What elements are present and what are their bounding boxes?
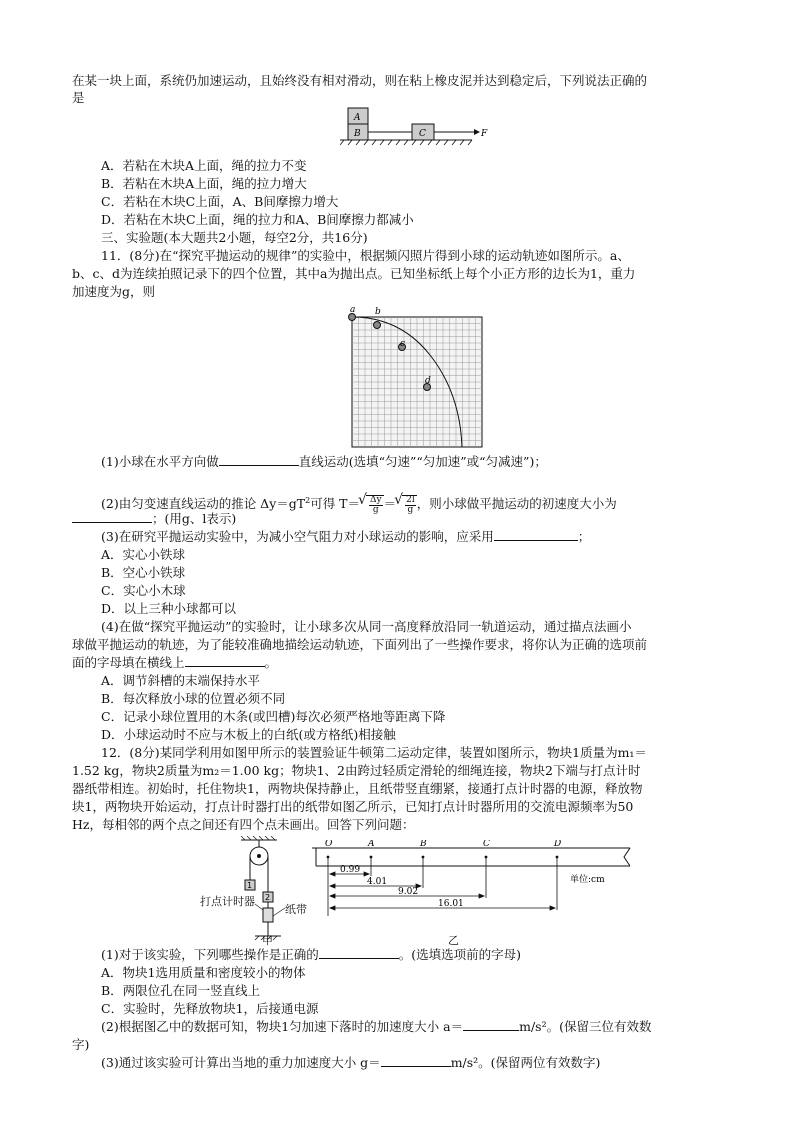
q11-p4-blank[interactable] <box>185 654 265 667</box>
q11-p2-mid: 可得 T＝ <box>310 496 361 512</box>
q11-p3-post: ； <box>577 529 591 544</box>
dist-oa: 0.99 <box>340 865 361 875</box>
q11-part-2-line2 <box>72 510 236 527</box>
q12-p1-option-b: B．两限位孔在同一竖直线上 <box>101 983 261 998</box>
label-d: d <box>425 376 431 386</box>
frac2-den: g <box>407 504 414 515</box>
tape-label: 纸带 <box>285 903 307 916</box>
sqrt-2 <box>402 495 417 515</box>
q11-part-1 <box>101 453 547 470</box>
q11-part-3 <box>101 528 590 545</box>
q12-p2-blank[interactable] <box>463 1018 519 1031</box>
intro-line-1: 在某一块上面，系统仍加速运动，且始终没有相对滑动，则在粘上橡皮泥并达到稳定后，下列说法正确的 <box>72 73 648 88</box>
q11-p1-text: (1)小球在水平方向做 <box>101 454 219 469</box>
q11-p3-option-d: D．以上三种小球都可以 <box>101 601 237 616</box>
label-f: F <box>481 129 488 139</box>
q12-stem-2: 1.52 kg，物块2质量为m₂＝1.00 kg；物块1、2由跨过轻质定滑轮的细绳连接，物块2下端与打点计时 <box>72 763 641 778</box>
q10-option-c: C．若粘在木块C上面，A、B间摩擦力增大 <box>101 194 339 209</box>
point-b <box>374 322 381 329</box>
point-c: C <box>483 840 490 849</box>
label-c: c <box>400 339 406 349</box>
label-b: b <box>375 307 381 317</box>
q12-p3-text: (3)通过该实验可计算出当地的重力加速度大小 g＝ <box>101 1055 381 1070</box>
q11-p4-post: 。 <box>264 655 278 670</box>
q11-p4-option-b: B．每次释放小球的位置必须不同 <box>101 691 286 706</box>
q12-p1-option-c: C．实验时，先释放物块1，后接通电源 <box>101 1001 319 1016</box>
dist-od: 16.01 <box>438 899 464 909</box>
q12-p1-option-a: A．物块1选用质量和密度较小的物体 <box>101 965 306 980</box>
q11-p4-option-d: D．小球运动时不应与木板上的白纸(或方格纸)相接触 <box>101 727 396 742</box>
blocks-figure <box>340 106 490 146</box>
label-a: a <box>350 305 356 315</box>
q12-p1-post: 。(选填选项前的字母) <box>398 947 521 962</box>
label-a: A <box>354 113 361 123</box>
q12-stem-5: Hz，每相邻的两个点之间还有四个点未画出。回答下列问题： <box>72 817 415 832</box>
q11-p3-option-b: B．空心小铁球 <box>101 565 186 580</box>
q11-p2-sup: 2 <box>305 496 311 505</box>
block-2-label: 2 <box>265 893 271 902</box>
label-c: C <box>419 129 426 139</box>
q11-p3-blank[interactable] <box>494 528 578 541</box>
frac1-num: √ Δy <box>370 494 382 505</box>
q11-stem-1: 11．(8分)在“探究平抛运动的规律”的实验中，根据频闪照片得到小球的运动轨迹如图所示。a、 <box>101 248 630 263</box>
q12-p2-post: m/s²。(保留三位有效数 <box>519 1019 652 1034</box>
q11-p2-l2-post: ；(用g、l表示) <box>152 511 237 526</box>
caption-yi: 乙 <box>448 934 459 947</box>
q11-stem-3: 加速度为g，则 <box>72 284 156 299</box>
q12-stem-3: 器纸带相连。初始时，托住物块1，两物块保持静止，且纸带竖直绷紧，接通打点计时器的电源，释放物 <box>72 781 643 796</box>
q10-option-d: D．若粘在木块C上面，绳的拉力和A、B间摩擦力都减小 <box>101 212 414 227</box>
q12-part-2 <box>101 1018 651 1035</box>
q10-option-a: A．若粘在木块A上面，绳的拉力不变 <box>101 158 307 173</box>
frac1-den: g <box>372 504 379 515</box>
block-1-label: 1 <box>247 881 253 890</box>
q11-p2-eq: ＝ <box>383 496 397 512</box>
q11-part-4-line1: (4)在做“探究平抛运动”的实验时，让小球多次从同一高度释放沿同一轨道运动，通过描点法画小 <box>101 619 632 634</box>
q12-p1-blank[interactable] <box>319 946 399 959</box>
q11-stem-2: b、c、d为连续拍照记录下的四个位置，其中a为抛出点。已知坐标纸上每个小正方形的边长为1，重力 <box>72 266 636 281</box>
q12-stem-1: 12．(8分)某同学利用如图甲所示的装置验证牛顿第二运动定律，装置如图所示，物块1质量为m₁＝ <box>101 745 647 760</box>
point-o: O <box>325 840 333 849</box>
timer <box>263 908 273 922</box>
frac2-num: √ 2l <box>406 494 415 505</box>
q12-part-2-line2: 字) <box>72 1037 90 1052</box>
point-b: B <box>420 840 427 849</box>
sqrt-1 <box>366 495 384 515</box>
q11-p2-blank[interactable] <box>72 510 152 523</box>
q11-part-4-line2: 球做平抛运动的轨迹，为了能较准确地描绘运动轨迹，下面列出了一些操作要求，将你认为正确的选项前 <box>72 637 648 652</box>
timer-label: 打点计时器 <box>200 895 255 908</box>
dist-ob: 4.01 <box>367 877 388 887</box>
unit-label: 单位:cm <box>570 875 605 885</box>
q11-p4-text: 面的字母填在横线上 <box>72 655 185 670</box>
projectile-grid-figure <box>340 300 490 450</box>
q12-p1-text: (1)对于该实验，下列哪些操作是正确的 <box>101 947 319 962</box>
q12-p3-blank[interactable] <box>381 1054 451 1067</box>
q12-part-3 <box>101 1054 600 1071</box>
q11-p1-post: 直线运动(选填“匀速”“匀加速”或“匀减速”)； <box>298 454 547 469</box>
tape-figure <box>312 840 637 920</box>
q11-part-4-line3 <box>72 654 277 671</box>
q11-p3-option-c: C．实心小木球 <box>101 583 186 598</box>
q11-p2-post: ，则小球做平抛运动的初速度大小为 <box>416 496 617 512</box>
q11-p2-text: (2)由匀变速直线运动的推论 Δy＝gT <box>101 496 306 512</box>
q12-stem-4: 块1，两物块开始运动，打点计时器打出的纸带如图乙所示，已知打点计时器所用的交流电源频率为50 <box>72 799 634 814</box>
apparatus-figure <box>195 836 315 946</box>
point-a: A <box>368 840 375 849</box>
q11-p3-text: (3)在研究平抛运动实验中，为减小空气阻力对小球运动的影响，应采用 <box>101 529 494 544</box>
q11-p4-option-c: C．记录小球位置用的木条(或凹槽)每次必须严格地等距离下降 <box>101 709 446 724</box>
q10-option-b: B．若粘在木块A上面，绳的拉力增大 <box>101 176 307 191</box>
q11-p3-option-a: A．实心小铁球 <box>101 547 186 562</box>
q11-p4-option-a: A．调节斜槽的末端保持水平 <box>101 673 261 688</box>
dist-oc: 9.02 <box>398 887 419 897</box>
q12-p3-post: m/s²。(保留两位有效数字) <box>450 1055 601 1070</box>
caption-jia: 甲 <box>262 934 273 947</box>
q11-p1-blank[interactable] <box>219 453 299 466</box>
intro-line-2: 是 <box>72 90 85 105</box>
point-d: D <box>554 840 562 849</box>
section-heading: 三、实验题(本大题共2小题，每空2分，共16分) <box>101 230 368 245</box>
label-b: B <box>354 129 361 139</box>
q12-p2-text: (2)根据图乙中的数据可知，物块1匀加速下落时的加速度大小 a＝ <box>101 1019 464 1034</box>
q12-part-1 <box>101 946 521 963</box>
